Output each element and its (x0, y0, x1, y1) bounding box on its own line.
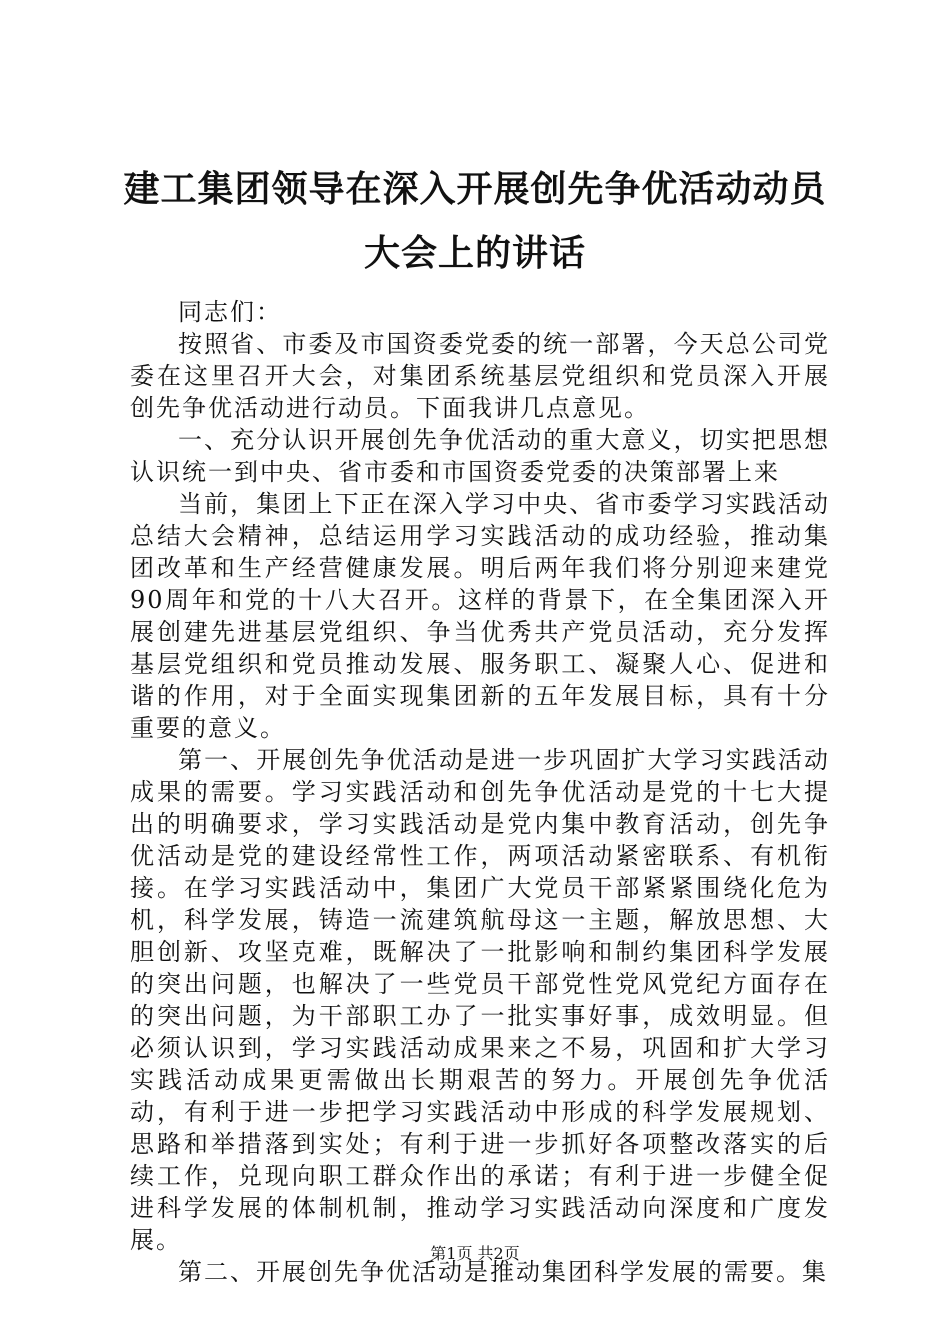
intro-paragraph: 按照省、市委及市国资委党委的统一部署，今天总公司党委在这里召开大会，对集团系统基层党组织和党员深入开展创先争优活动进行动员。下面我讲几点意见。 (130, 330, 830, 422)
point-one-paragraph: 第一、开展创先争优活动是进一步巩固扩大学习实践活动成果的需要。学习实践活动和创先争优活动是党的十七大提出的明确要求，学习实践活动是党内集中教育活动，创先争优活动是党的建设经常性工作，两项活动紧密联系、有机衔接。在学习实践活动中，集团广大党员干部紧紧围绕化危为机，科学发展，铸造一流建筑航母这一主题，解放思想、大胆创新、攻坚克难，既解决了一批影响和制约集团科学发展的突出问题，也解决了一些党员干部党性党风党纪方面存在的突出问题，为干部职工办了一批实事好事，成效明显。但必须认识到，学习实践活动成果来之不易，巩固和扩大学习实践活动成果更需做出长期艰苦的努力。开展创先争优活动，有利于进一步把学习实践活动中形成的科学发展规划、思路和举措落到实处；有利于进一步抓好各项整改落实的后续工作，兑现向职工群众作出的承诺；有利于进一步健全促进科学发展的体制机制，推动学习实践活动向深度和广度发展。 (130, 746, 830, 1254)
document-title: 建工集团领导在深入开展创先争优活动动员大会上的讲话 (123, 169, 827, 274)
page-footer: 第1页 共2页 (430, 1244, 520, 1263)
section-heading-paragraph: 一、充分认识开展创先争优活动的重大意义，切实把思想认识统一到中央、省市委和市国资委党委的决策部署上来 (130, 426, 830, 486)
point-two-paragraph: 第二、开展创先争优活动是推动集团科学发展的需要。集 (178, 1258, 828, 1286)
background-paragraph: 当前，集团上下正在深入学习中央、省市委学习实践活动总结大会精神，总结运用学习实践活动的成功经验，推动集团改革和生产经营健康发展。明后两年我们将分别迎来建党90周年和党的十八大召开。这样的背景下，在全集团深入开展创建先进基层党组织、争当优秀共产党员活动，充分发挥基层党组织和党员推动发展、服务职工、凝聚人心、促进和谐的作用，对于全面实现集团新的五年发展目标，具有十分重要的意义。 (130, 490, 830, 742)
salutation-paragraph: 同志们： (178, 298, 282, 326)
document-body (130, 296, 830, 1288)
